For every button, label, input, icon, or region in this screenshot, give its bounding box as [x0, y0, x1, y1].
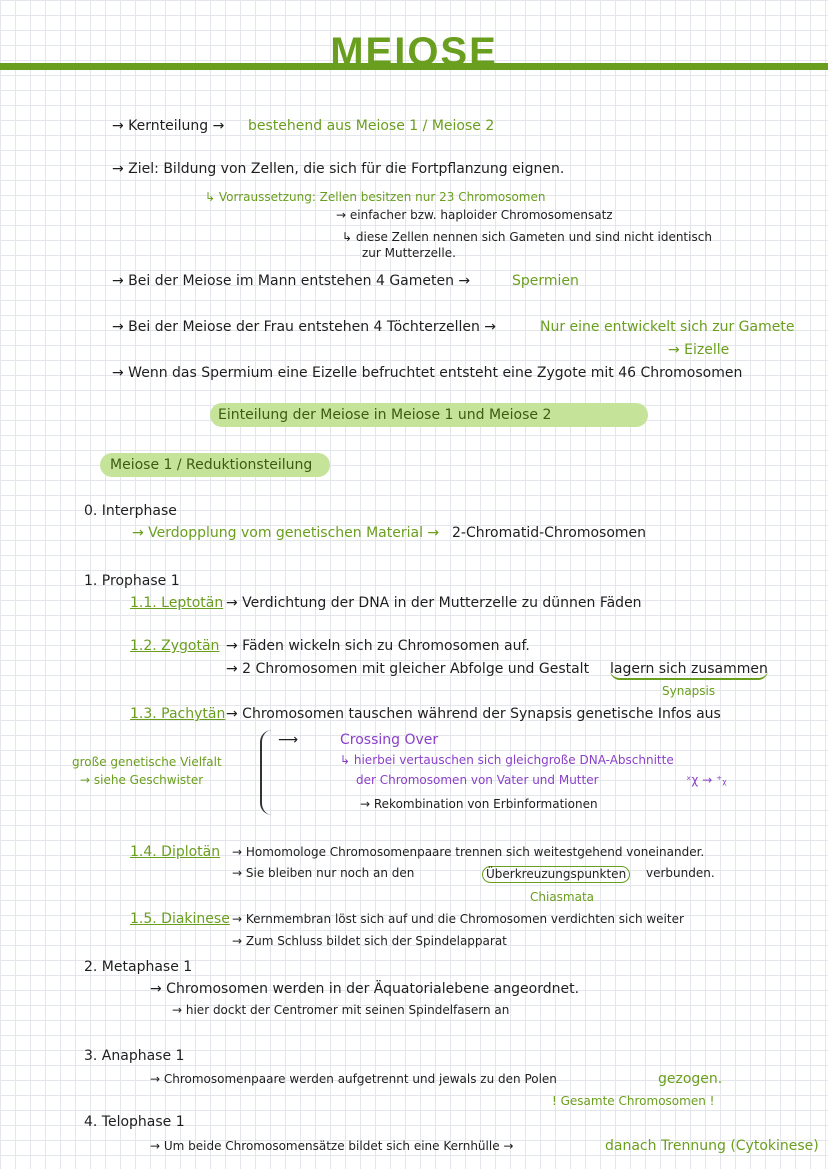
interphase-heading: 0. Interphase: [84, 503, 177, 519]
diplotaen-text-4: verbunden.: [646, 866, 715, 880]
zygotaen-label: 1.2. Zygotän: [130, 638, 220, 654]
diakinese-text-2: → Zum Schluss bildet sich der Spindelapparat: [232, 934, 507, 948]
diplotaen-text-3: Überkreuzungspunkten: [482, 866, 630, 883]
gameten-line-2: zur Mutterzelle.: [362, 246, 456, 260]
interphase-text: → Verdopplung vom genetischen Material →: [132, 525, 440, 541]
leptotaen-label: 1.1. Leptotän: [130, 595, 224, 611]
voraussetzung-line: ↳ Vorraussetzung: Zellen besitzen nur 23 Chromosomen: [205, 190, 546, 204]
section-title: Einteilung der Meiose in Meiose 1 und Meiose 2: [218, 407, 552, 423]
metaphase-text-1: → Chromosomen werden in der Äquatorialebene angeordnet.: [150, 981, 580, 997]
chiasmata-label: Chiasmata: [530, 890, 595, 904]
pachytaen-label: 1.3. Pachytän: [130, 706, 226, 722]
vielfalt-note: große genetische Vielfalt: [72, 755, 222, 769]
telophase-text: → Um beide Chromosomensätze bildet sich eine Kernhülle →: [150, 1139, 514, 1153]
crossing-text-1: ↳ hierbei vertauschen sich gleichgroße DNA-Abschnitte: [340, 753, 674, 767]
zygote-line: → Wenn das Spermium eine Eizelle befruchtet entsteht eine Zygote mit 46 Chromosomen: [112, 365, 743, 381]
zygotaen-text-2: → 2 Chromosomen mit gleicher Abfolge und Gestalt: [226, 661, 590, 677]
kernteilung-label: → Kernteilung →: [112, 118, 225, 134]
telophase-heading: 4. Telophase 1: [84, 1114, 185, 1130]
mann-line: → Bei der Meiose im Mann entstehen 4 Gameten →: [112, 273, 471, 289]
zygotaen-text-1: → Fäden wickeln sich zu Chromosomen auf.: [226, 638, 530, 654]
diakinese-label: 1.5. Diakinese: [130, 911, 230, 927]
diplotaen-text-1: → Homomologe Chromosomenpaare trennen sich weitestgehend voneinander.: [232, 845, 705, 859]
crossing-text-2: der Chromosomen von Vater und Mutter: [356, 773, 599, 787]
diplotaen-label: 1.4. Diplotän: [130, 844, 221, 860]
zygotaen-text-3: lagern sich zusammen: [610, 660, 768, 680]
metaphase-text-2: → hier dockt der Centromer mit seinen Spindelfasern an: [172, 1003, 510, 1017]
anaphase-text-2: gezogen.: [658, 1071, 723, 1087]
subsection-title: Meiose 1 / Reduktionsteilung: [110, 457, 313, 473]
curly-bracket: [260, 730, 278, 815]
anaphase-text-1: → Chromosomenpaare werden aufgetrennt und jewals zu den Polen: [150, 1072, 557, 1086]
crossing-over-label: Crossing Over: [340, 732, 439, 748]
geschwister-note: → siehe Geschwister: [80, 773, 204, 787]
crossing-arrow: ⟶: [278, 732, 299, 748]
diakinese-text-1: → Kernmembran löst sich auf und die Chromosomen verdichten sich weiter: [232, 912, 684, 926]
telophase-result: danach Trennung (Cytokinese): [605, 1138, 819, 1154]
pachytaen-text: → Chromosomen tauschen während der Synapsis genetische Infos aus: [226, 706, 721, 722]
diplotaen-text-2: → Sie bleiben nur noch an den: [232, 866, 415, 880]
ziel-line: → Ziel: Bildung von Zellen, die sich für die Fortpflanzung eignen.: [112, 161, 565, 177]
leptotaen-text: → Verdichtung der DNA in der Mutterzelle zu dünnen Fäden: [226, 595, 642, 611]
haploid-line: → einfacher bzw. haploider Chromosomensatz: [336, 208, 613, 222]
interphase-result: 2-Chromatid-Chromosomen: [452, 525, 647, 541]
anaphase-heading: 3. Anaphase 1: [84, 1048, 185, 1064]
mann-result: Spermien: [512, 273, 579, 289]
eizelle-line: → Eizelle: [668, 342, 730, 358]
page-title: MEIOSE: [330, 30, 498, 74]
prophase-heading: 1. Prophase 1: [84, 573, 180, 589]
kernteilung-detail: bestehend aus Meiose 1 / Meiose 2: [248, 118, 495, 134]
frau-result: Nur eine entwickelt sich zur Gamete: [540, 319, 795, 335]
crossing-symbol: ˣχ → ⁺ᵪ: [686, 773, 727, 787]
synapsis-label: Synapsis: [662, 684, 716, 698]
frau-line: → Bei der Meiose der Frau entstehen 4 Töchterzellen →: [112, 319, 497, 335]
anaphase-note: ! Gesamte Chromosomen !: [552, 1094, 715, 1108]
rekombination-line: → Rekombination von Erbinformationen: [360, 797, 598, 811]
gameten-line-1: ↳ diese Zellen nennen sich Gameten und sind nicht identisch: [342, 230, 712, 244]
metaphase-heading: 2. Metaphase 1: [84, 959, 193, 975]
